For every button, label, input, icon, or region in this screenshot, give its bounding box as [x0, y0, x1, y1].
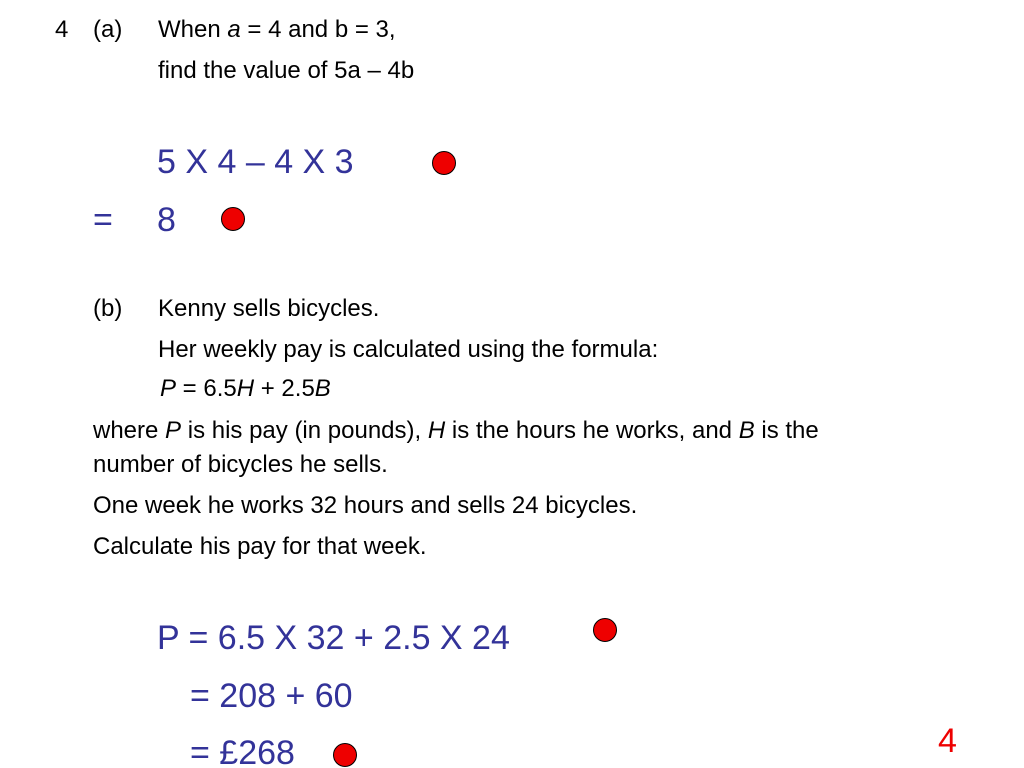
- variable-a: a: [227, 16, 241, 43]
- part-b-working-3: = £268: [190, 734, 295, 768]
- part-b-line-2: Her weekly pay is calculated using the formula:: [158, 336, 659, 363]
- part-b-working-1: P = 6.5 X 32 + 2.5 X 24: [157, 619, 510, 657]
- mark-dot-icon: [432, 151, 456, 175]
- part-a-working: 5 X 4 – 4 X 3: [157, 143, 354, 181]
- part-a-question-line-1: When a = 4 and b = 3,: [158, 16, 396, 43]
- question-number: 4: [55, 16, 69, 43]
- part-a-answer: 8: [157, 201, 176, 239]
- part-b-formula: P = 6.5H + 2.5B: [160, 375, 331, 402]
- mark-dot-icon: [221, 207, 245, 231]
- part-a-question-line-2: find the value of 5a – 4b: [158, 57, 415, 84]
- part-b-week-line: One week he works 32 hours and sells 24 bicycles.: [93, 492, 638, 519]
- part-a-equals: =: [93, 201, 113, 239]
- part-b-where-line-2: number of bicycles he sells.: [93, 451, 388, 478]
- part-b-line-1: Kenny sells bicycles.: [158, 295, 380, 322]
- part-b-calc-line: Calculate his pay for that week.: [93, 533, 427, 560]
- part-b-working-2: = 208 + 60: [190, 677, 353, 715]
- part-b-where-line-1: where P is his pay (in pounds), H is the hours he works, and B is the: [93, 417, 819, 444]
- mark-dot-icon: [593, 618, 617, 642]
- mark-dot-icon: [333, 743, 357, 767]
- part-b-label: (b): [93, 295, 123, 322]
- part-a-label: (a): [93, 16, 123, 43]
- total-marks: 4: [938, 722, 957, 760]
